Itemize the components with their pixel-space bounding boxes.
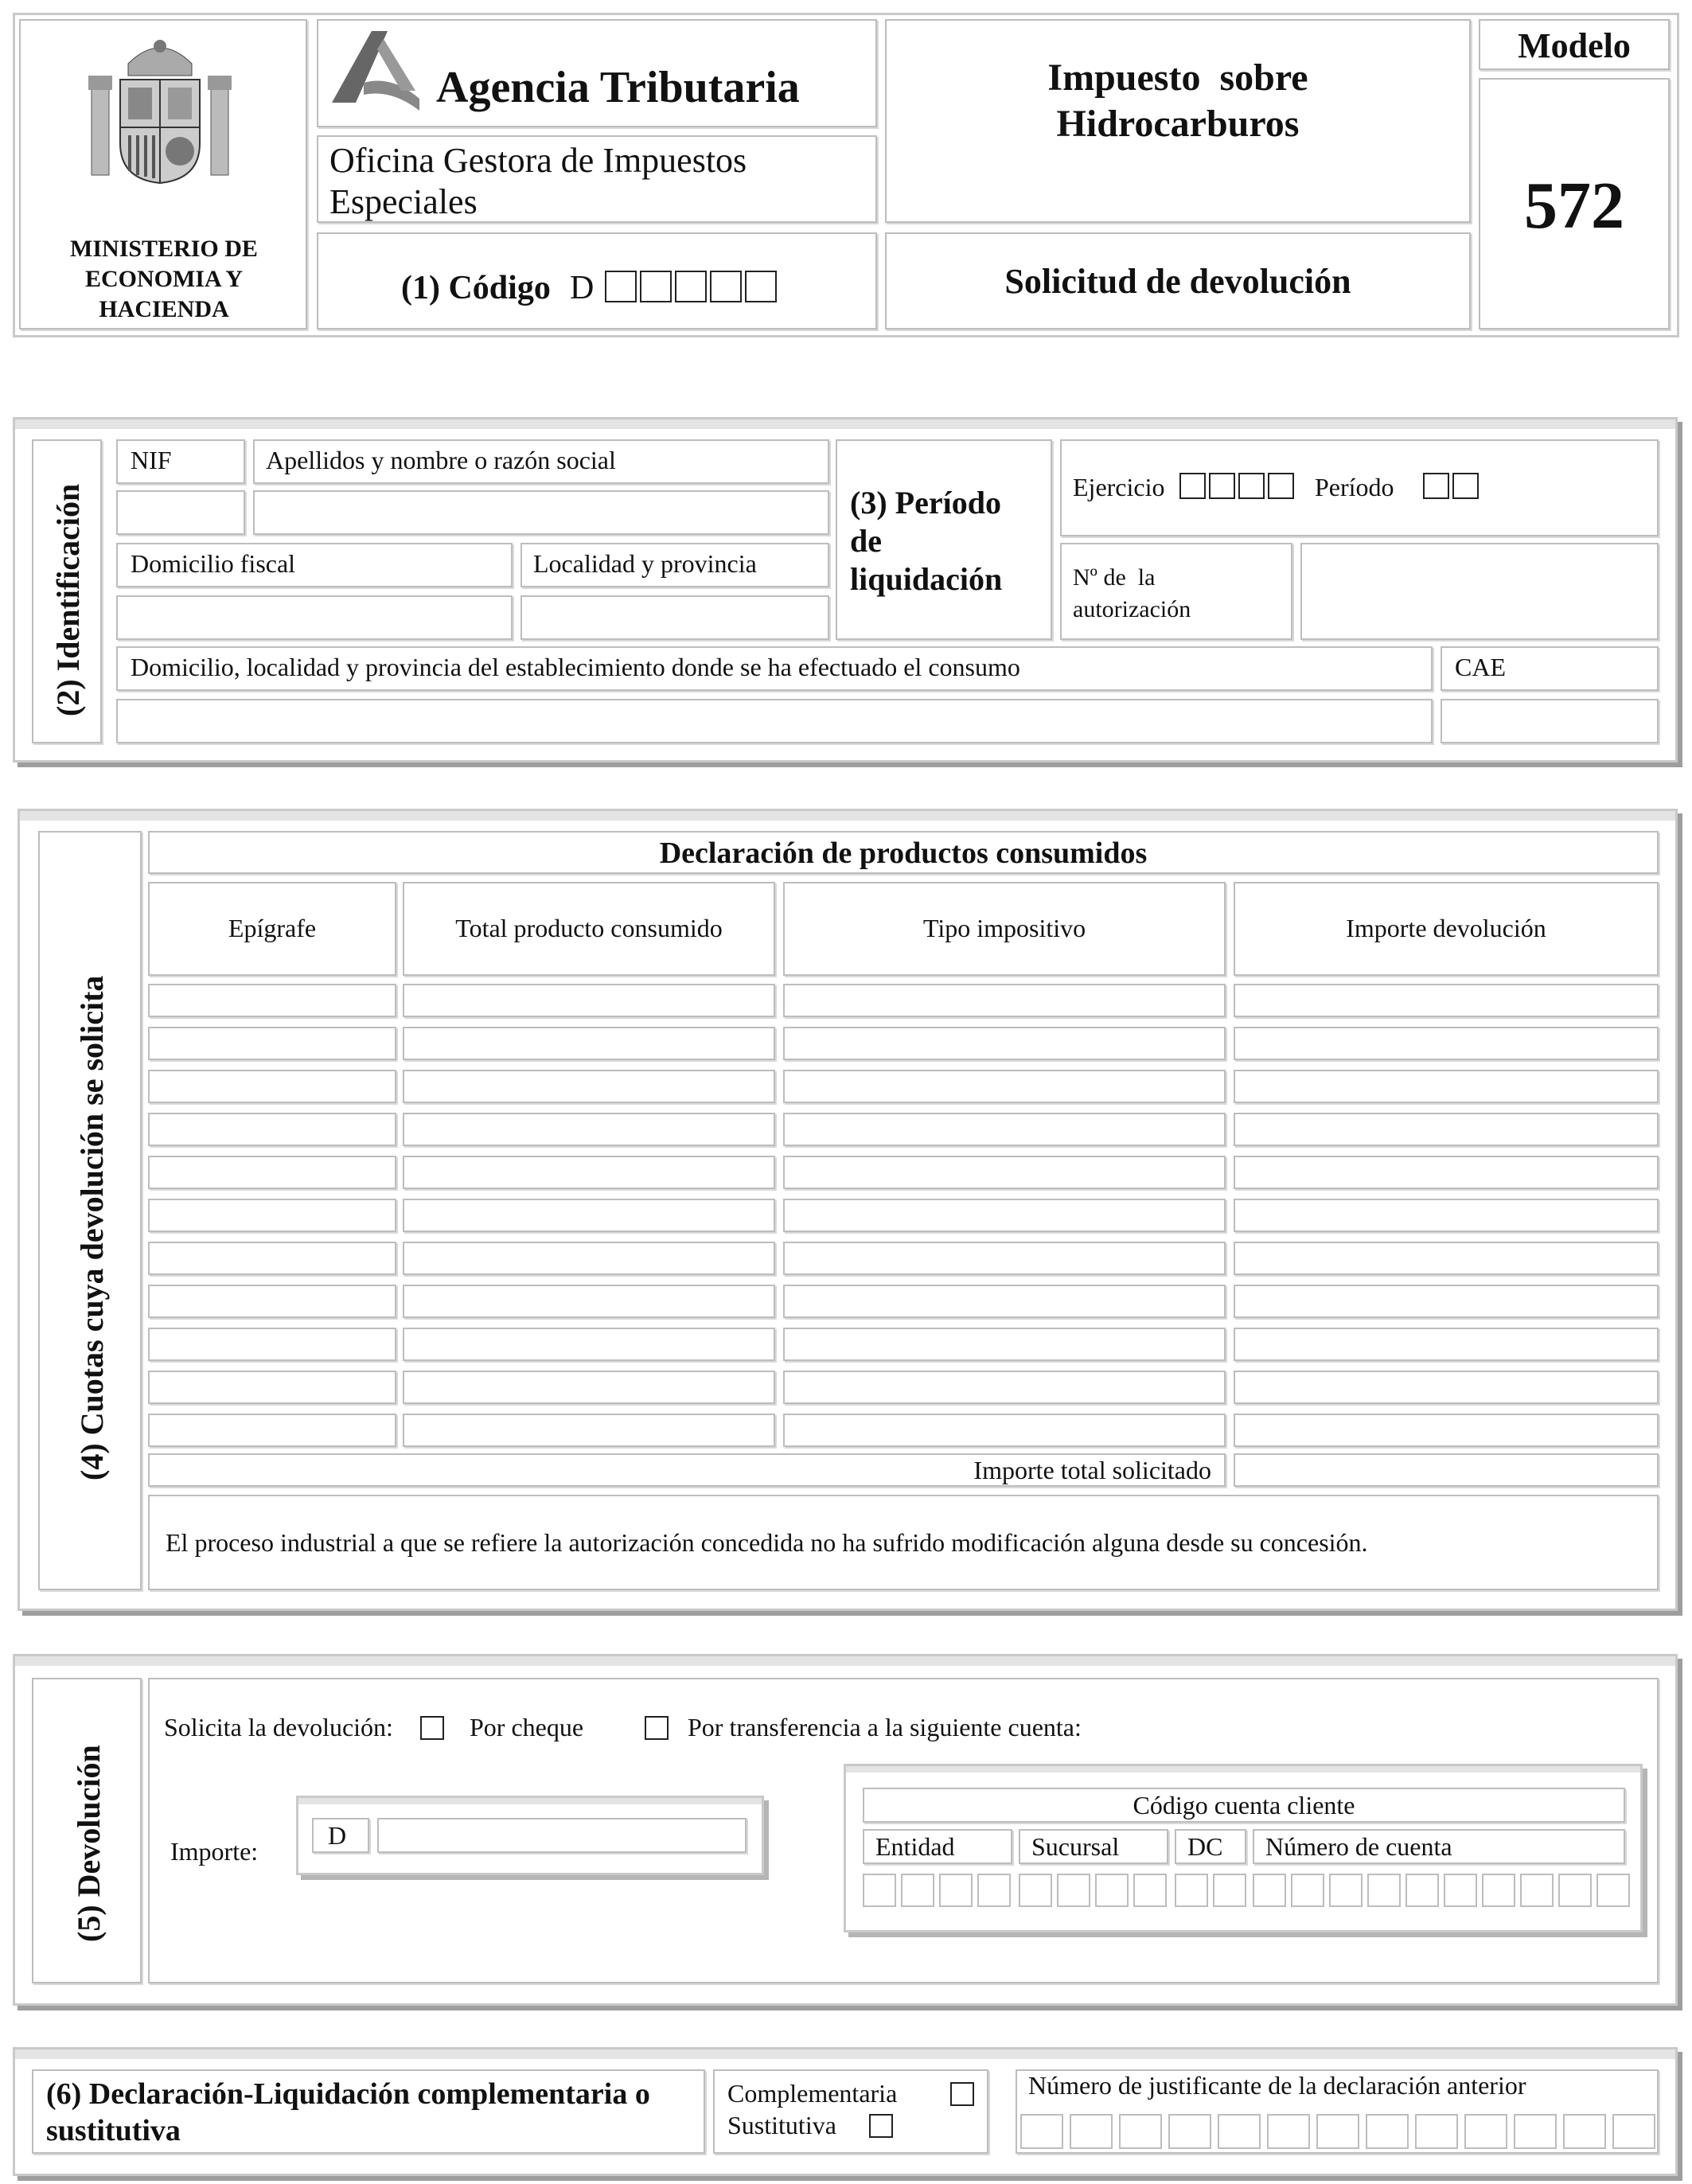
- nif-label: NIF: [131, 446, 172, 474]
- tax-title-cell: [885, 19, 1471, 223]
- domicilio-label: Domicilio fiscal: [131, 549, 296, 578]
- nif-input[interactable]: [116, 490, 245, 535]
- cuotas-row-4-col-4[interactable]: [1234, 1113, 1659, 1146]
- ccc-digit-box[interactable]: [1057, 1874, 1090, 1907]
- localidad-label-cell: [520, 543, 829, 587]
- localidad-label: Localidad y provincia: [533, 549, 757, 578]
- cuotas-row-10-col-2[interactable]: [403, 1371, 775, 1404]
- ccc-digit-box[interactable]: [1095, 1874, 1129, 1907]
- cuotas-row-11-col-4[interactable]: [1234, 1414, 1659, 1447]
- ccc-digit-box[interactable]: [1596, 1874, 1630, 1907]
- importe-prefix-cell: [312, 1818, 369, 1853]
- cae-label: CAE: [1455, 653, 1506, 681]
- modelo-number: 572: [1524, 169, 1624, 243]
- codigo-cell: [317, 232, 877, 330]
- cheque-checkbox[interactable]: [420, 1716, 444, 1740]
- justificante-digit-box[interactable]: [1563, 2114, 1606, 2149]
- cuotas-title-cell: [148, 831, 1659, 874]
- justificante-digit-box[interactable]: [1218, 2114, 1261, 2149]
- ccc-digit-box[interactable]: [939, 1874, 973, 1907]
- name-label-cell: [253, 439, 829, 484]
- office-name: Oficina Gestora de Impuestos Especiales: [329, 141, 747, 221]
- periodo-label: Período: [1315, 473, 1394, 501]
- ccc-title-cell: [863, 1788, 1625, 1823]
- cuotas-row-9-col-4[interactable]: [1234, 1328, 1659, 1361]
- autorizacion-input[interactable]: [1300, 543, 1659, 640]
- ejercicio-cell: [1060, 439, 1659, 536]
- agency-cell: [317, 19, 877, 127]
- col-header-total: Total producto consumido: [403, 882, 775, 976]
- cuotas-row-11-col-1[interactable]: [148, 1414, 396, 1447]
- sucursal-label-cell: [1019, 1829, 1168, 1864]
- ccc-digit-box[interactable]: [1367, 1874, 1401, 1907]
- cuotas-row-10-col-1[interactable]: [148, 1371, 396, 1404]
- cuotas-row-2-col-4[interactable]: [1234, 1027, 1659, 1060]
- cuotas-row-3-col-4[interactable]: [1234, 1070, 1659, 1103]
- modelo-label-cell: [1479, 19, 1670, 70]
- cuotas-row-6-col-4[interactable]: [1234, 1199, 1659, 1232]
- domicilio-label-cell: [116, 543, 513, 587]
- sustitutiva-label: Sustitutiva: [727, 2111, 836, 2139]
- cuotas-row-8-col-1[interactable]: [148, 1285, 396, 1318]
- modelo-label: Modelo: [1518, 26, 1631, 65]
- importe-label: Importe:: [170, 1837, 259, 1866]
- coat-of-arms-icon: [80, 32, 240, 191]
- periodo-title: (3) Período de liquidación: [850, 485, 1003, 597]
- cuotas-row-1-col-3[interactable]: [783, 984, 1226, 1017]
- ccc-digit-box[interactable]: [1019, 1874, 1052, 1907]
- ccc-digit-box[interactable]: [977, 1874, 1011, 1907]
- entidad-label: Entidad: [875, 1832, 955, 1861]
- ministry-name: MINISTERIO DE ECONOMIA Y HACIENDA: [70, 236, 258, 322]
- dc-label: DC: [1187, 1832, 1223, 1861]
- cuotas-row-6-col-1[interactable]: [148, 1199, 396, 1232]
- complementaria-label: Complementaria: [727, 2079, 898, 2108]
- domicilio-input[interactable]: [116, 595, 513, 640]
- agency-logo-icon: [328, 27, 423, 115]
- establecimiento-label: Domicilio, localidad y provincia del establecimiento donde se ha efectuado el consumo: [131, 653, 1020, 681]
- statement-cell: [148, 1495, 1659, 1590]
- complementaria-title: (6) Declaración-Liquidación complementaria o sustitutiva: [46, 2077, 650, 2147]
- justificante-digit-box[interactable]: [1514, 2114, 1557, 2149]
- ccc-digit-box[interactable]: [1175, 1874, 1208, 1907]
- justificante-digit-box[interactable]: [1415, 2114, 1458, 2149]
- ministry-cell: [19, 19, 307, 330]
- cheque-label: Por cheque: [470, 1713, 584, 1741]
- cuotas-row-8-col-2[interactable]: [403, 1285, 775, 1318]
- cuotas-row-5-col-1[interactable]: [148, 1156, 396, 1189]
- ccc-digit-box[interactable]: [1291, 1874, 1324, 1907]
- autorizacion-label-cell: [1060, 543, 1292, 640]
- cuotas-row-11-col-3[interactable]: [783, 1414, 1226, 1447]
- codigo-boxes[interactable]: [605, 271, 780, 302]
- cuotas-row-7-col-1[interactable]: [148, 1242, 396, 1275]
- cuotas-row-7-col-3[interactable]: [783, 1242, 1226, 1275]
- justificante-digit-box[interactable]: [1020, 2114, 1063, 2149]
- total-label: Importe total solicitado: [973, 1456, 1211, 1484]
- subtitle-cell: [885, 232, 1471, 330]
- codigo-prefix: D: [570, 270, 595, 306]
- cae-input[interactable]: [1441, 699, 1659, 743]
- tax-title-line2: Hidrocarburos: [1056, 103, 1300, 145]
- ccc-digit-box[interactable]: [1482, 1874, 1515, 1907]
- tipo-cell: [713, 2069, 988, 2154]
- complementaria-checkbox[interactable]: [950, 2082, 974, 2106]
- cae-label-cell: [1441, 646, 1659, 691]
- name-label: Apellidos y nombre o razón social: [266, 446, 616, 474]
- periodo-title-cell: [836, 439, 1052, 640]
- cuotas-table-title: Declaración de productos consumidos: [659, 837, 1148, 870]
- justificante-digit-box[interactable]: [1612, 2114, 1655, 2149]
- cuotas-row-9-col-1[interactable]: [148, 1328, 396, 1361]
- sustitutiva-checkbox[interactable]: [869, 2114, 893, 2138]
- solicita-label: Solicita la devolución:: [164, 1713, 393, 1741]
- establecimiento-input[interactable]: [116, 699, 1433, 743]
- cuotas-row-6-col-2[interactable]: [403, 1199, 775, 1232]
- cuotas-row-4-col-2[interactable]: [403, 1113, 775, 1146]
- ccc-title: Código cuenta cliente: [1133, 1791, 1355, 1819]
- justificante-digit-box[interactable]: [1464, 2114, 1507, 2149]
- sucursal-label: Sucursal: [1031, 1832, 1120, 1861]
- office-cell: [317, 135, 877, 223]
- cuotas-row-3-col-3[interactable]: [783, 1070, 1226, 1103]
- entidad-label-cell: [863, 1829, 1012, 1864]
- justificante-digit-box[interactable]: [1070, 2114, 1113, 2149]
- autorizacion-label: Nº de la autorización: [1073, 564, 1191, 622]
- complementaria-title-cell: [32, 2069, 705, 2154]
- justificante-digit-box[interactable]: [1366, 2114, 1409, 2149]
- cuotas-row-4-col-1[interactable]: [148, 1113, 396, 1146]
- cuotas-row-1-col-2[interactable]: [403, 984, 775, 1017]
- justificante-digit-box[interactable]: [1267, 2114, 1310, 2149]
- statement-text: El proceso industrial a que se refiere la autorización concedida no ha sufrido modificación alguna desde su concesión.: [166, 1528, 1368, 1557]
- cuotas-row-2-col-1[interactable]: [148, 1027, 396, 1060]
- tax-title-line1: Impuesto sobre: [1047, 57, 1308, 99]
- cuotas-section-label: (4) Cuotas cuya devolución se solicita: [74, 975, 110, 1480]
- periodo-boxes[interactable]: [1423, 473, 1482, 499]
- cuenta-label: Número de cuenta: [1265, 1832, 1452, 1861]
- cuotas-row-3-col-1[interactable]: [148, 1070, 396, 1103]
- cuotas-row-1-col-4[interactable]: [1234, 984, 1659, 1017]
- justificante-digit-box[interactable]: [1316, 2114, 1359, 2149]
- modelo-number-cell: [1479, 78, 1670, 330]
- ccc-digit-box[interactable]: [1405, 1874, 1439, 1907]
- ccc-digit-box[interactable]: [901, 1874, 934, 1907]
- nif-label-cell: [116, 439, 245, 484]
- cuotas-row-9-col-2[interactable]: [403, 1328, 775, 1361]
- cuotas-row-10-col-4[interactable]: [1234, 1371, 1659, 1404]
- ccc-digit-box[interactable]: [1520, 1874, 1554, 1907]
- cuotas-row-9-col-3[interactable]: [783, 1328, 1226, 1361]
- ccc-digit-box[interactable]: [1558, 1874, 1592, 1907]
- justificante-digit-box[interactable]: [1168, 2114, 1211, 2149]
- col-header-tipo: Tipo impositivo: [783, 882, 1226, 976]
- total-input[interactable]: [1234, 1453, 1659, 1487]
- transferencia-label: Por transferencia a la siguiente cuenta:: [688, 1713, 1082, 1741]
- agency-name: Agencia Tributaria: [436, 63, 800, 112]
- name-input[interactable]: [253, 490, 829, 535]
- cuotas-row-7-col-2[interactable]: [403, 1242, 775, 1275]
- ccc-digit-box[interactable]: [1253, 1874, 1286, 1907]
- localidad-input[interactable]: [520, 595, 829, 640]
- cuotas-row-10-col-3[interactable]: [783, 1371, 1226, 1404]
- cuotas-row-8-col-4[interactable]: [1234, 1285, 1659, 1318]
- cuotas-row-11-col-2[interactable]: [403, 1414, 775, 1447]
- cuotas-row-2-col-2[interactable]: [403, 1027, 775, 1060]
- identificacion-section-label: (2) Identificación: [50, 483, 86, 716]
- ccc-digit-box[interactable]: [1329, 1874, 1363, 1907]
- cuotas-row-2-col-3[interactable]: [783, 1027, 1226, 1060]
- devolucion-section-label: (5) Devolución: [71, 1745, 107, 1942]
- cuotas-row-5-col-2[interactable]: [403, 1156, 775, 1189]
- cuotas-row-8-col-3[interactable]: [783, 1285, 1226, 1318]
- ejercicio-label: Ejercicio: [1073, 473, 1165, 501]
- form-subtitle: Solicitud de devolución: [1004, 262, 1351, 301]
- cuenta-label-cell: [1253, 1829, 1625, 1864]
- importe-prefix: D: [328, 1821, 347, 1850]
- ccc-digit-box[interactable]: [863, 1874, 896, 1907]
- ccc-digit-box[interactable]: [1444, 1874, 1477, 1907]
- col-header-epigrafe: Epígrafe: [148, 882, 396, 976]
- cuotas-row-6-col-3[interactable]: [783, 1199, 1226, 1232]
- cuotas-row-3-col-2[interactable]: [403, 1070, 775, 1103]
- transferencia-checkbox[interactable]: [645, 1716, 669, 1740]
- cuotas-row-1-col-1[interactable]: [148, 984, 396, 1017]
- cuotas-row-7-col-4[interactable]: [1234, 1242, 1659, 1275]
- justificante-digit-box[interactable]: [1119, 2114, 1162, 2149]
- establecimiento-label-cell: [116, 646, 1433, 691]
- ccc-digit-box[interactable]: [1213, 1874, 1246, 1907]
- cuotas-row-4-col-3[interactable]: [783, 1113, 1226, 1146]
- cuotas-row-5-col-3[interactable]: [783, 1156, 1226, 1189]
- ccc-digit-box[interactable]: [1133, 1874, 1167, 1907]
- importe-input[interactable]: [377, 1818, 747, 1853]
- ejercicio-boxes[interactable]: [1179, 473, 1297, 499]
- cuotas-row-5-col-4[interactable]: [1234, 1156, 1659, 1189]
- dc-label-cell: [1175, 1829, 1246, 1864]
- total-label-cell: [148, 1453, 1226, 1487]
- justificante-label: Número de justificante de la declaración anterior: [1028, 2071, 1526, 2100]
- col-header-importe: Importe devolución: [1234, 882, 1659, 976]
- codigo-label: (1) Código: [401, 270, 551, 306]
